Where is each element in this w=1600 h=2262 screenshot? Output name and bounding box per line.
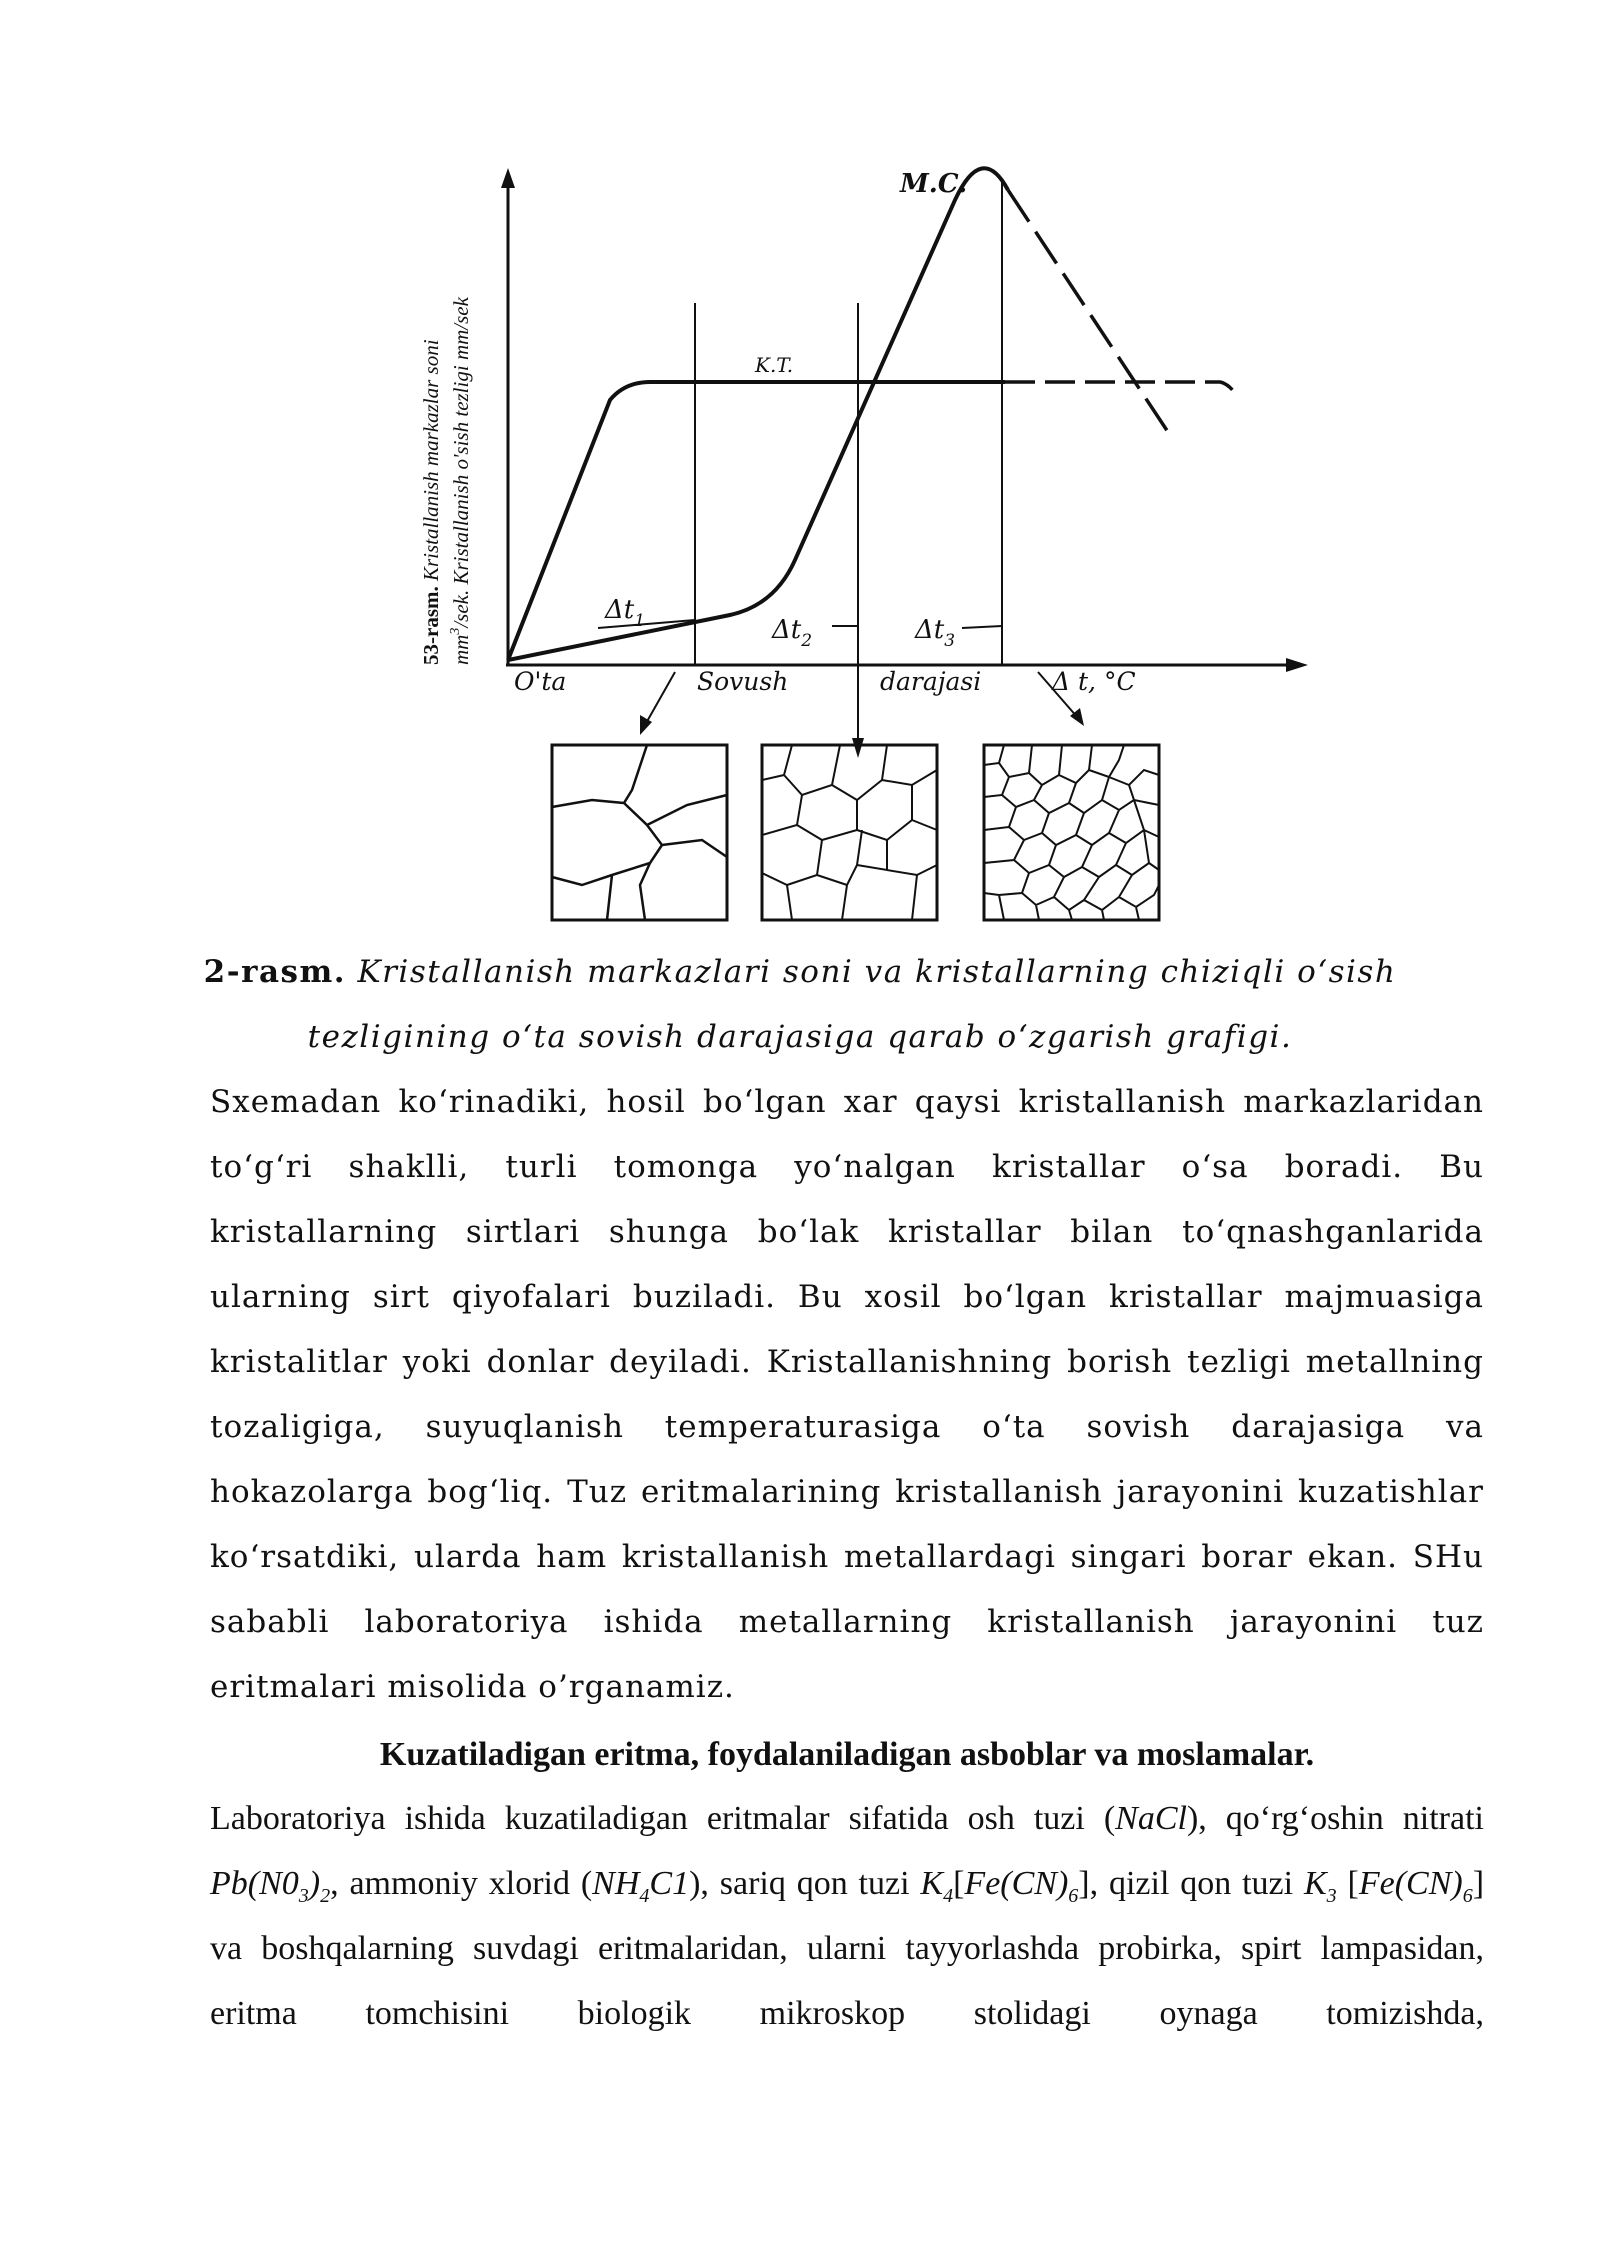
caption-label: 2-rasm. — [203, 954, 347, 990]
y-axis-label — [419, 296, 473, 665]
label-dt1: $\Delta t_1$ — [605, 595, 646, 631]
label-dt3: $\Delta t_3$ — [915, 615, 956, 651]
axis-word-darajasi: darajasi — [880, 667, 982, 696]
formula-nh4cl: $NH_4C1$ — [592, 1865, 690, 1907]
label-kt: K.T. — [755, 353, 794, 377]
grain-box-medium — [762, 745, 937, 920]
figure-caption-line1 — [180, 940, 1420, 1005]
formula-fecn6-2: $Fe(CN)_6$ — [1358, 1865, 1473, 1907]
svg-text:mm3/sek. Kristallanish o'sish: $mm^3$/sek. Kristallanish o'sish tezligi mm/sek — [448, 297, 473, 665]
kt-curve-dashed — [1005, 382, 1238, 398]
grain-box-coarse — [552, 745, 727, 920]
caption-text-1: Kristallanish markazlari soni va kristallarning chiziqli o‘sish — [357, 954, 1397, 990]
mc-curve-dashed — [1008, 190, 1168, 432]
y-axis-arrow — [501, 168, 515, 188]
axis-word-ota: O'ta — [514, 667, 567, 696]
figure-crystallization-graph — [410, 160, 1310, 930]
grain-box-fine — [984, 745, 1159, 920]
section-heading: Kuzatiladigan eritma, foydalaniladigan asboblar va moslamalar. — [379, 1736, 1315, 1773]
formula-k4: $K_4$ — [920, 1865, 954, 1907]
label-dt2: $\Delta t_2$ — [772, 615, 813, 651]
formula-nacl: NaCl — [1115, 1800, 1187, 1837]
svg-text:53-rasm. Kristallanish markazl: 53-rasm. Kristallanish markazlar soni — [419, 339, 443, 665]
guide-arrow-2 — [852, 738, 864, 758]
arrow-to-box-1 — [645, 672, 675, 725]
caption-text-2: tezligining o‘ta sovish darajasiga qarab o‘zgarish grafigi. — [307, 1019, 1293, 1055]
figure-caption-line2 — [180, 1005, 1420, 1070]
mc-curve — [508, 168, 1008, 660]
body-paragraph-1: Sxemadan ko‘rinadiki, hosil bo‘lgan xar qaysi kristallanish markazlaridan to‘g‘ri shaklli, turli tomonga yo‘nalgan kristallar o‘sa boradi. Bu kristallarning sirtlari shunga bo‘lak kristallar bilan to‘qnashganlarida ularning sirt qiyofalari buziladi. Bu xosil bo‘lgan kristallar majmuasiga kristalitlar yoki donlar deyiladi. Kristallanishning borish tezligi metallning tozaligiga, suyuqlanish temperaturasiga o‘ta sovish darajasiga va hokazolarga bog‘liq. Tuz eritmalarining kristallanish jarayonini kuzatishlar ko‘rsatdiki, ularda ham kristallanish metallardagi singari borar ekan. SHu sababli laboratoriya ishida metallarning kristallanish jarayonini tuz eritmalari misolida o’rganamiz. — [210, 1084, 1484, 1705]
formula-k3: $K_3$ — [1303, 1865, 1337, 1907]
x-axis-arrow — [1286, 658, 1308, 672]
label-mc: M.C. — [900, 169, 968, 199]
graph-svg — [410, 160, 1310, 930]
axis-word-sovush: Sovush — [697, 667, 789, 696]
axis-word-dt: Δ t, °C — [1052, 667, 1136, 696]
arrow-head-1 — [640, 715, 652, 735]
dt3-bracket — [962, 626, 1002, 628]
body-paragraph-2: Laboratoriya ishida kuzatiladigan eritmalar sifatida osh tuzi (NaCl), qo‘rg‘oshin nitrati $Pb(N0_3)_2$, ammoniy xlorid $(NH_4C1)$, sariq qon tuzi $K_4[Fe(CN)_6]$, qizil qon tuzi $K_3$ $[Fe(CN)_6]$ va boshqalarning suvdagi eritmalaridan, ularni tayyorlashda probirka, spirt lampasidan, eritma tomchisini biologik mikroskop stolidagi oynaga tomizishda, — [210, 1800, 1485, 2032]
formula-pbno3: $Pb(N0_3)_2$ — [210, 1865, 331, 1907]
formula-fecn6-1: $Fe(CN)_6$ — [964, 1865, 1079, 1907]
